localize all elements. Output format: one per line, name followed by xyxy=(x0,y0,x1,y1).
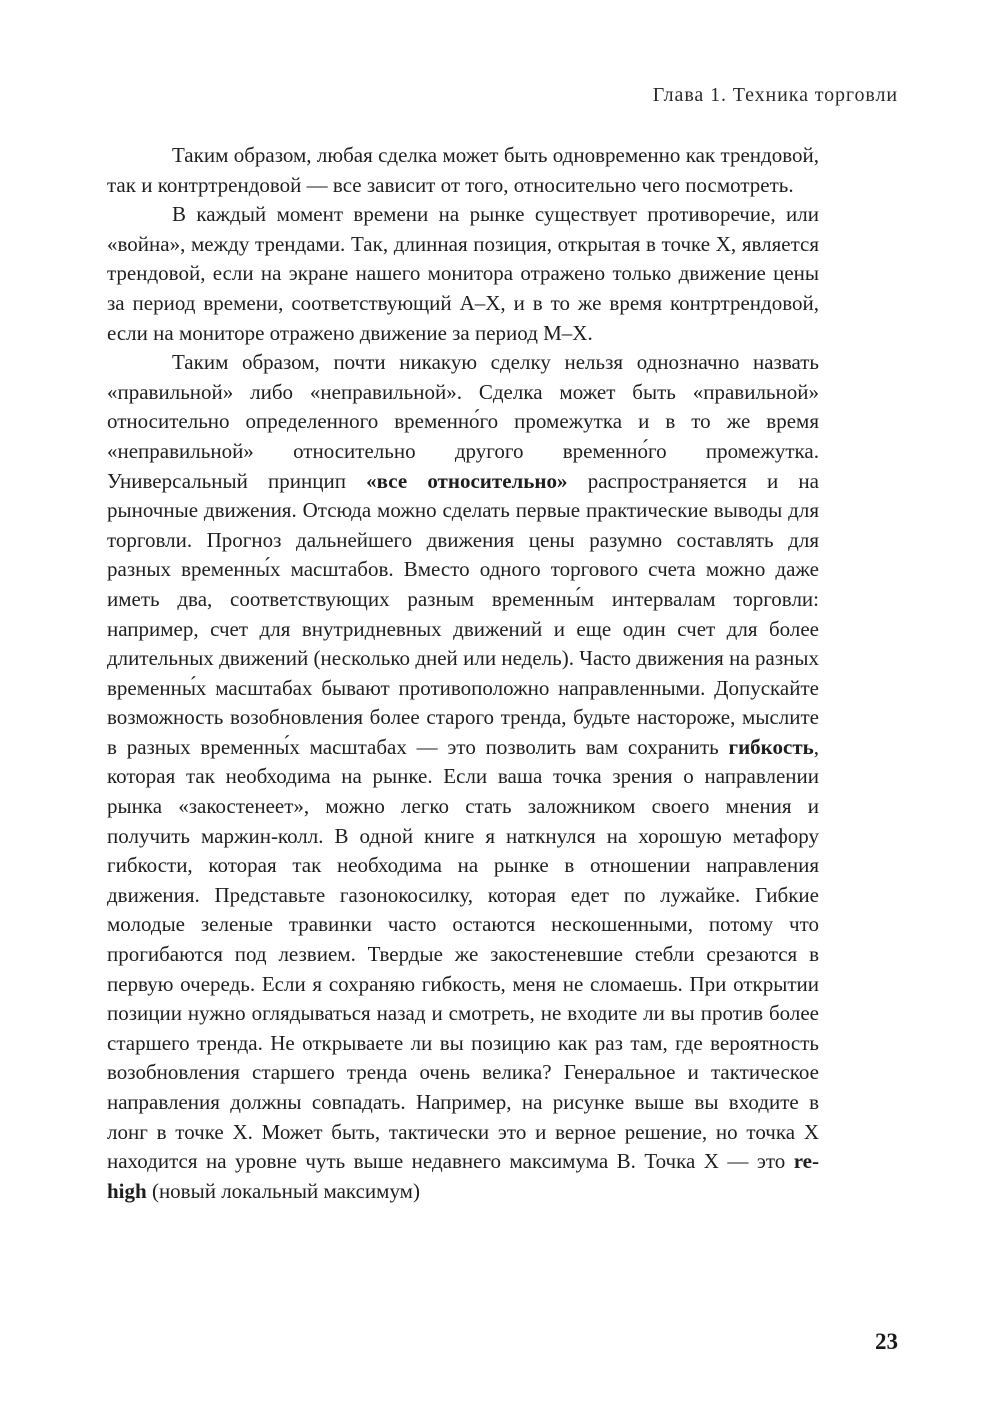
page-number: 23 xyxy=(875,1329,898,1354)
paragraph: В каждый момент времени на рынке существует противоречие, или «война», между трендами. Так, длинная позиция, открытая в точке X, является трендовой, если на экране нашего монитора отражено только движение цены за период времени, соответствующий A–X, и в то же время контртрендовой, если на мониторе отражено движение за период M–X. xyxy=(107,202,819,345)
paragraph: Таким образом, любая сделка может быть одновременно как трендовой, так и контртрендовой — все зависит от того, относительно чего посмотреть. xyxy=(107,143,819,197)
running-header: Глава 1. Техника торговли xyxy=(652,84,898,106)
paragraph-text: (новый локальный максимум) xyxy=(146,1178,420,1203)
paragraph-text: , которая так необходима на рынке. Если ваша точка зрения о направлении рынка «закостенеет», можно легко стать заложником своего мнения и получить маржин-колл. В одной книге я наткнулся на хорошую метафору гибкости, которая так необходима на рынке в отношении направления движения. Представьте газонокосилку, которая едет по лужайке. Гибкие молодые зеленые травинки часто остаются нескошенными, потому что прогибаются под лезвием. Твердые же закостеневшие стебли срезаются в первую очередь. Если я сохраняю гибкость, меня не сломаешь. При открытии позиции нужно оглядываться назад и смотреть, не входите ли вы против более старшего тренда. Не открываете ли вы позицию как раз там, где вероятность возобновления старшего тренда очень велика? Генеральное и тактическое направления должны совпадать. Например, на рисунке выше вы входите в лонг в точке X. Может быть, тактически это и верное решение, но точка X находится на уровне чуть выше недавнего максимума B. Точка X — это xyxy=(107,734,819,1174)
paragraph-text: распространяется и на рыночные движения. Отсюда можно сделать первые практические выводы для торговли. Прогноз дальнейшего движения цены разумно составлять для разных временны́х масштабов. Вместо одного торгового счета можно даже иметь два, соответствующих разным временны́м интервалам торговли: например, счет для внутридневных движений и еще один счет для более длительных движений (несколько дней или недель). Часто движения на разных временны́х масштабах бывают противоположно направленными. Допускайте возможность возобновления более старого тренда, будьте настороже, мыслите в разных временны́х масштабах — это позволить вам сохранить xyxy=(107,468,819,759)
body-text xyxy=(107,141,819,1206)
bold-term: «все относительно» xyxy=(366,468,568,493)
paragraph xyxy=(107,348,819,1206)
bold-term: гибкость xyxy=(728,734,814,759)
bold-term: re-high xyxy=(107,1149,819,1203)
paragraph-text: Таким образом, почти никакую сделку нельзя однозначно назвать «правильной» либо «неправильной». Сделка может быть «правильной» относительно определенного временно́го промежутка и в то же время «неправильной» относительно другого временно́го промежутка. Универсальный принцип xyxy=(107,350,819,493)
